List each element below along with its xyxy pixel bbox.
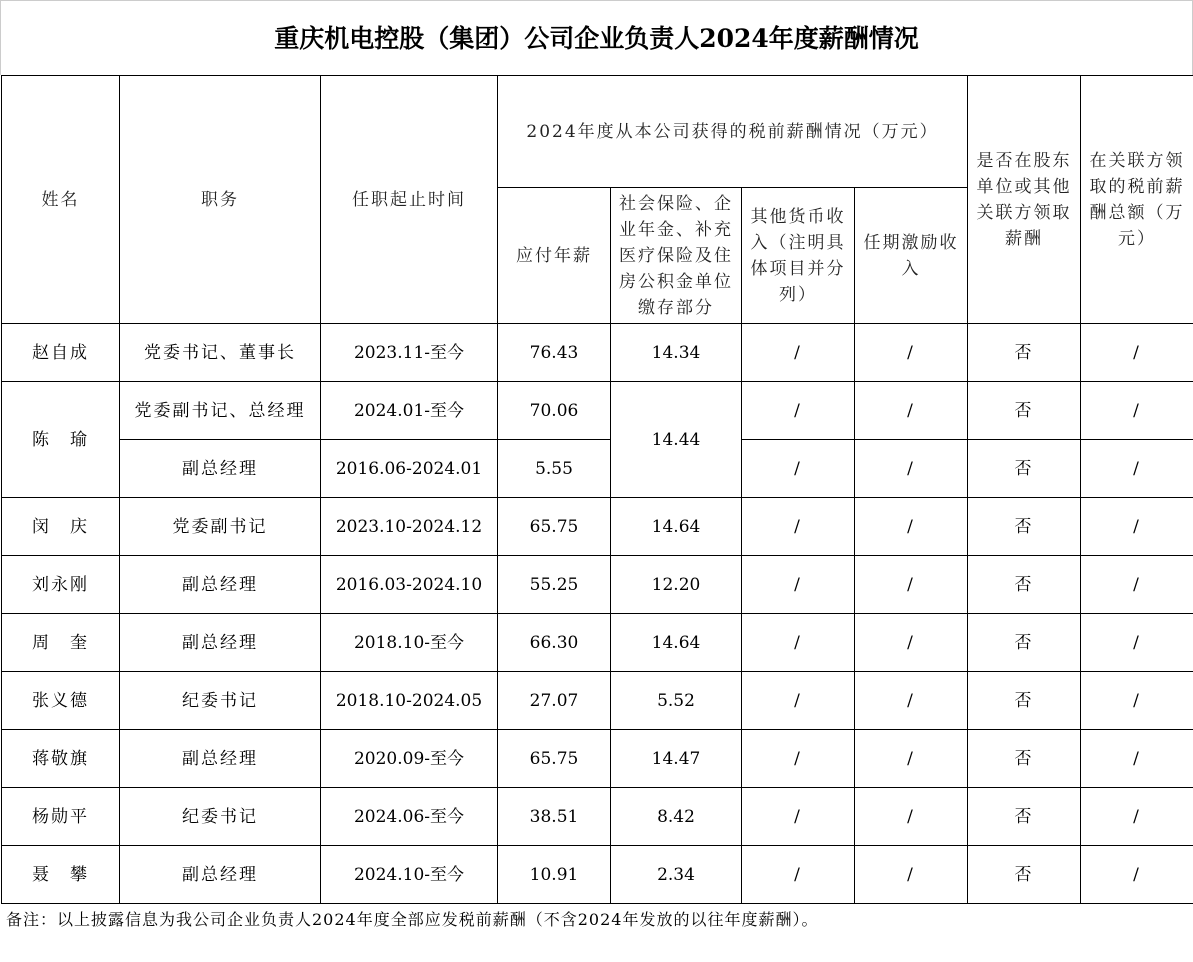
cell-other: / [742,730,855,788]
header-other: 其他货币收入（注明具体项目并分列） [742,188,855,324]
cell-incentive: / [855,324,968,382]
cell-insurance: 14.64 [611,498,742,556]
cell-shareholder: 否 [968,788,1081,846]
cell-other: / [742,846,855,904]
cell-name: 杨勋平 [2,788,120,846]
table-row [2,324,1193,382]
cell-position: 副总经理 [120,730,321,788]
cell-insurance: 14.47 [611,730,742,788]
cell-related: / [1081,324,1193,382]
cell-related: / [1081,382,1193,440]
cell-related: / [1081,440,1193,498]
cell-related: / [1081,846,1193,904]
cell-name: 张义德 [2,672,120,730]
cell-salary: 65.75 [498,498,611,556]
cell-related: / [1081,788,1193,846]
cell-salary: 10.91 [498,846,611,904]
table-row [2,556,1193,614]
cell-name: 闵 庆 [2,498,120,556]
cell-related: / [1081,556,1193,614]
cell-incentive: / [855,730,968,788]
cell-incentive: / [855,498,968,556]
cell-term: 2024.06-至今 [321,788,498,846]
cell-related: / [1081,614,1193,672]
cell-insurance: 14.34 [611,324,742,382]
table-row [2,846,1193,904]
cell-position: 副总经理 [120,614,321,672]
header-position: 职务 [120,76,321,324]
cell-term: 2023.11-至今 [321,324,498,382]
cell-other: / [742,498,855,556]
cell-incentive: / [855,440,968,498]
cell-position: 纪委书记 [120,788,321,846]
cell-other: / [742,672,855,730]
header-related: 在关联方领取的税前薪酬总额（万元） [1081,76,1193,324]
cell-position: 党委副书记 [120,498,321,556]
cell-position: 副总经理 [120,846,321,904]
cell-other: / [742,556,855,614]
cell-name: 聂 攀 [2,846,120,904]
header-salary: 应付年薪 [498,188,611,324]
cell-term: 2018.10-至今 [321,614,498,672]
cell-name: 周 奎 [2,614,120,672]
cell-name: 刘永刚 [2,556,120,614]
cell-insurance: 14.64 [611,614,742,672]
cell-shareholder: 否 [968,730,1081,788]
cell-incentive: / [855,614,968,672]
page-title: 重庆机电控股（集团）公司企业负责人2024年度薪酬情况 [0,0,1193,75]
cell-insurance: 2.34 [611,846,742,904]
cell-salary: 5.55 [498,440,611,498]
cell-incentive: / [855,672,968,730]
cell-incentive: / [855,382,968,440]
table-row [2,498,1193,556]
cell-term: 2023.10-2024.12 [321,498,498,556]
cell-shareholder: 否 [968,556,1081,614]
cell-salary: 27.07 [498,672,611,730]
header-name: 姓名 [2,76,120,324]
cell-other: / [742,788,855,846]
cell-term: 2020.09-至今 [321,730,498,788]
cell-other: / [742,324,855,382]
cell-incentive: / [855,556,968,614]
footnote: 备注：以上披露信息为我公司企业负责人2024年度全部应发税前薪酬（不含2024年发放的以往年度薪酬）。 [6,910,819,929]
cell-salary: 65.75 [498,730,611,788]
cell-insurance: 8.42 [611,788,742,846]
header-term: 任职起止时间 [321,76,498,324]
header-incentive: 任期激励收入 [855,188,968,324]
table-row [2,382,1193,440]
cell-other: / [742,382,855,440]
cell-related: / [1081,730,1193,788]
cell-salary: 38.51 [498,788,611,846]
cell-name: 蒋敬旗 [2,730,120,788]
cell-name: 赵自成 [2,324,120,382]
cell-term: 2016.03-2024.10 [321,556,498,614]
header-salary-group: 2024年度从本公司获得的税前薪酬情况（万元） [498,76,968,188]
cell-shareholder: 否 [968,498,1081,556]
cell-insurance: 12.20 [611,556,742,614]
cell-salary: 76.43 [498,324,611,382]
cell-shareholder: 否 [968,614,1081,672]
cell-position: 副总经理 [120,556,321,614]
cell-position: 党委副书记、总经理 [120,382,321,440]
cell-related: / [1081,498,1193,556]
header-shareholder: 是否在股东单位或其他关联方领取薪酬 [968,76,1081,324]
cell-incentive: / [855,788,968,846]
table-row [2,672,1193,730]
cell-term: 2018.10-2024.05 [321,672,498,730]
cell-position: 党委书记、董事长 [120,324,321,382]
cell-salary: 66.30 [498,614,611,672]
cell-term: 2024.10-至今 [321,846,498,904]
cell-insurance: 5.52 [611,672,742,730]
cell-position: 纪委书记 [120,672,321,730]
cell-shareholder: 否 [968,846,1081,904]
header-insurance: 社会保险、企业年金、补充医疗保险及住房公积金单位缴存部分 [611,188,742,324]
cell-shareholder: 否 [968,440,1081,498]
cell-shareholder: 否 [968,672,1081,730]
cell-position: 副总经理 [120,440,321,498]
cell-term: 2016.06-2024.01 [321,440,498,498]
cell-name: 陈 瑜 [2,382,120,498]
cell-other: / [742,614,855,672]
table-row [2,614,1193,672]
cell-term: 2024.01-至今 [321,382,498,440]
cell-related: / [1081,672,1193,730]
table-row [2,788,1193,846]
cell-salary: 55.25 [498,556,611,614]
cell-shareholder: 否 [968,382,1081,440]
cell-shareholder: 否 [968,324,1081,382]
cell-insurance: 14.44 [611,382,742,498]
cell-other: / [742,440,855,498]
table-row [2,440,1193,498]
cell-incentive: / [855,846,968,904]
table-row [2,730,1193,788]
cell-salary: 70.06 [498,382,611,440]
salary-table [1,75,1193,904]
